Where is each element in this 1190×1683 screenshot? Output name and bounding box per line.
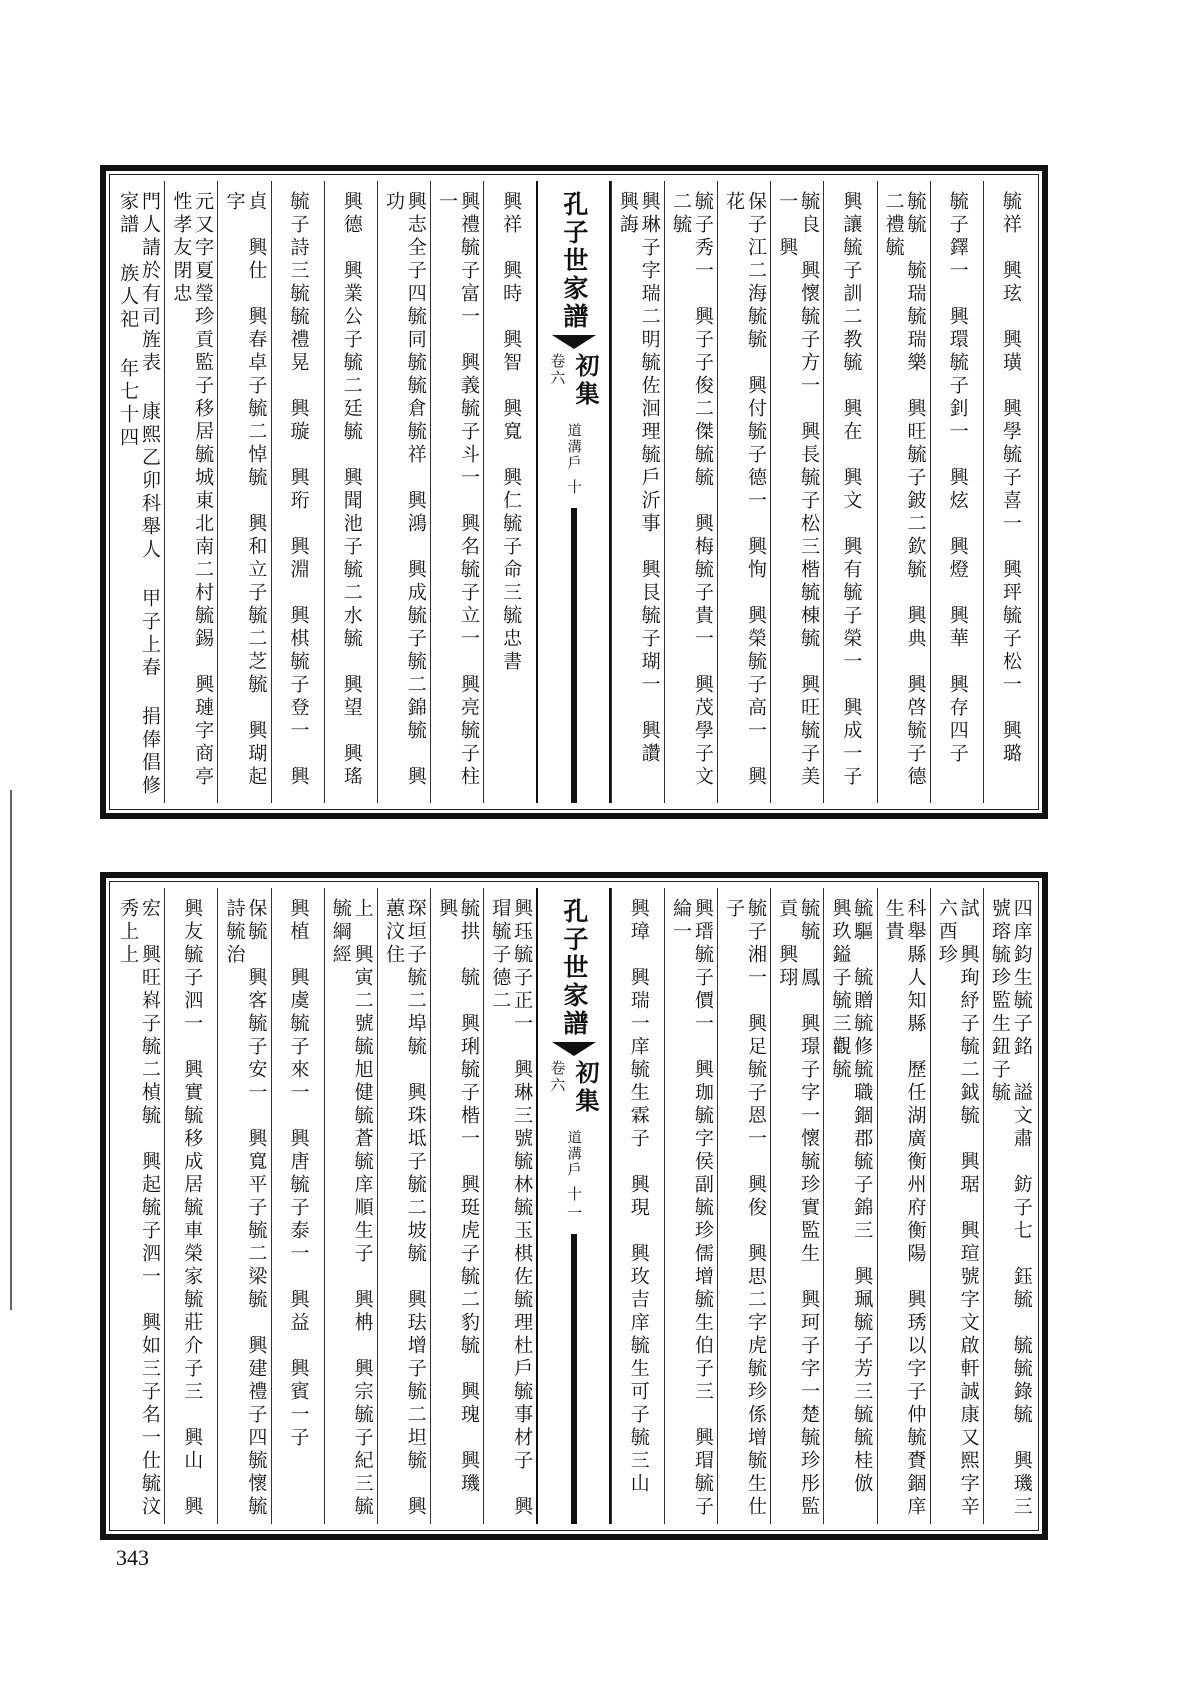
entry-column: 毓子詩三毓毓禮晃 興璇 興珩 興淵 興棋毓子登一 興	[271, 181, 324, 803]
entry-column: 興珏毓子正一 興琳三號毓林毓玉棋佐毓理杜戶毓事材子 興瑁毓子德二	[483, 888, 536, 1524]
entry-column: 興友毓子泗一 興實毓移成居毓車榮家毓莊介子三 興山 興	[164, 888, 217, 1524]
genealogy-page-top	[100, 165, 1048, 824]
entry-column: 興讓毓子訓二教毓 興在 興文 興有毓子榮一 興成一子	[823, 181, 876, 803]
entry-column: 毓子湘一 興足毓子恩一 興俊 興思二字虎毓珍係增毓生仕子	[717, 888, 770, 1524]
entry-column: 上 興寅二號毓旭健毓蒼毓庠順生子 興柟 興宗毓子紀三毓毓綱經	[324, 888, 377, 1524]
fish-tail-mark	[552, 1042, 596, 1056]
entry-column: 興璋 興瑞一庠毓生霖子 興現 興玫吉庠毓生可子毓三山	[611, 888, 664, 1524]
entry-column: 元又字夏瑩珍貢監子移居毓城東北南二村毓錫 興璉字商亭 性孝友閉忠	[164, 181, 217, 803]
entry-column: 毓拱 毓 興琍毓子楷一 興珽虎子毓二豹毓 興瑰 興璣 興	[430, 888, 483, 1524]
entry-column: 毓良 興懷毓子方一 興長毓子松三楷毓棟毓 興旺毓子美一 興	[770, 181, 823, 803]
household-label: 道溝戶	[565, 1130, 582, 1178]
genealogy-page-bottom	[100, 872, 1048, 1540]
entry-column: 毓子秀一 興子子俊二傑毓毓 興梅毓子貴一 興茂學子文二毓	[664, 181, 717, 803]
fish-tail-mark	[552, 335, 596, 349]
entry-column: 毓毓 鳳 興璟子字一懷毓珍實監生 興珂子字一楚毓珍彤監貢 興珝	[770, 888, 823, 1524]
entry-column: 保毓 興客毓子安一 興寬平子毓二梁毓 興建禮子四毓懷毓詩毓治	[217, 888, 270, 1524]
entry-column: 四庠鈞生毓子銘 謚文肅 鈁子七 鈺毓 毓毓錄毓 興璣三號瑢毓珍監生鈕子毓	[983, 888, 1036, 1524]
leaf-number: 十	[565, 479, 584, 498]
entry-column: 毓毓 毓瑞毓瑞樂 興旺毓子鈹二欽毓 興典 興啓毓子德二禮毓	[877, 181, 930, 803]
entry-column: 貞 興仕 興春卓子毓二悼毓 興和立子毓二芝毓 興瑚起字	[217, 181, 270, 803]
household-label: 道溝戶	[565, 423, 582, 471]
entry-column: 興祥 興時 興智 興寬 興仁毓子命三毓忠書	[483, 181, 536, 803]
entry-column: 保子江二海毓毓 興付毓子德一 興恂 興榮毓子高一 興花	[717, 181, 770, 803]
book-title: 孔子世家譜	[559, 898, 589, 1038]
volume-label: 卷六	[548, 353, 567, 387]
entry-column: 興瑨毓子價一 興珈毓字侯副毓珍儒增毓生伯子三 興瑁毓子綸一	[664, 888, 717, 1524]
entry-column: 科舉縣人知縣 歷任湖廣衡州府衡陽 興琇以字子仲毓賚錮庠生貴	[877, 888, 930, 1524]
entry-column: 興植 興虞毓子來一 興唐毓子泰一 興益 興賓一子	[271, 888, 324, 1524]
columns-bottom	[112, 888, 1036, 1524]
entry-column: 興禮毓子富一 興義毓子斗一 興名毓子立一 興亮毓子柱一	[430, 181, 483, 803]
entry-column: 毓祥 興玹 興璜 興學毓子喜一 興玶毓子松一 興璐	[983, 181, 1036, 803]
entry-column: 毓驅 毓贈毓修毓職錮郡毓子錦三 興珮毓子芳三毓毓桂倣 興玖鎰子毓三觀毓	[823, 888, 876, 1524]
center-gutter	[536, 181, 610, 803]
entry-column: 興琳子字瑞二明毓佐洄理毓戶沂事 興艮毓子瑚一 興讚 興誨	[611, 181, 664, 803]
scan-margin-line	[10, 790, 12, 1310]
columns-top	[112, 181, 1036, 824]
entry-column: 琛垣子毓二埠毓 興珠坻子毓二坡毓 興珐增子毓二坦毓 興蕙汶住	[377, 888, 430, 1524]
gutter-bar	[571, 1234, 577, 1524]
book-title: 孔子世家譜	[559, 191, 589, 331]
entry-column: 試 興珣紓子毓二鉞毓 興琚 興瑄號字文啟軒誠康又熙字辛六酉珍	[930, 888, 983, 1524]
volume-label: 卷六	[548, 1060, 567, 1094]
gutter-bar	[571, 508, 577, 803]
entry-column: 毓子鐸一 興環毓子釗一 興炫 興燈 興華 興存四子	[930, 181, 983, 803]
center-gutter	[536, 888, 610, 1524]
collection-label: 初集	[570, 1060, 600, 1116]
entry-column: 興志全子四毓同毓毓倉毓祥 興鴻 興成毓子毓二錦毓 興功	[377, 181, 430, 803]
entry-column: 宏 興旺嵙子毓二楨毓 興起毓子泗一 興如三子名一仕毓汶秀上上	[117, 898, 161, 1519]
entry-column: 門人請於有司旌表 康熙乙卯科舉人 甲子上春 捐俸倡修 家譜 族人祀 年七十四	[117, 191, 161, 824]
entry-column: 興德 興業公子毓二廷毓 興聞池子毓二水毓 興望 興瑤	[324, 181, 377, 803]
collection-label: 初集	[570, 353, 600, 409]
page-number: 343	[116, 1545, 149, 1570]
leaf-number: 十一	[565, 1186, 584, 1224]
